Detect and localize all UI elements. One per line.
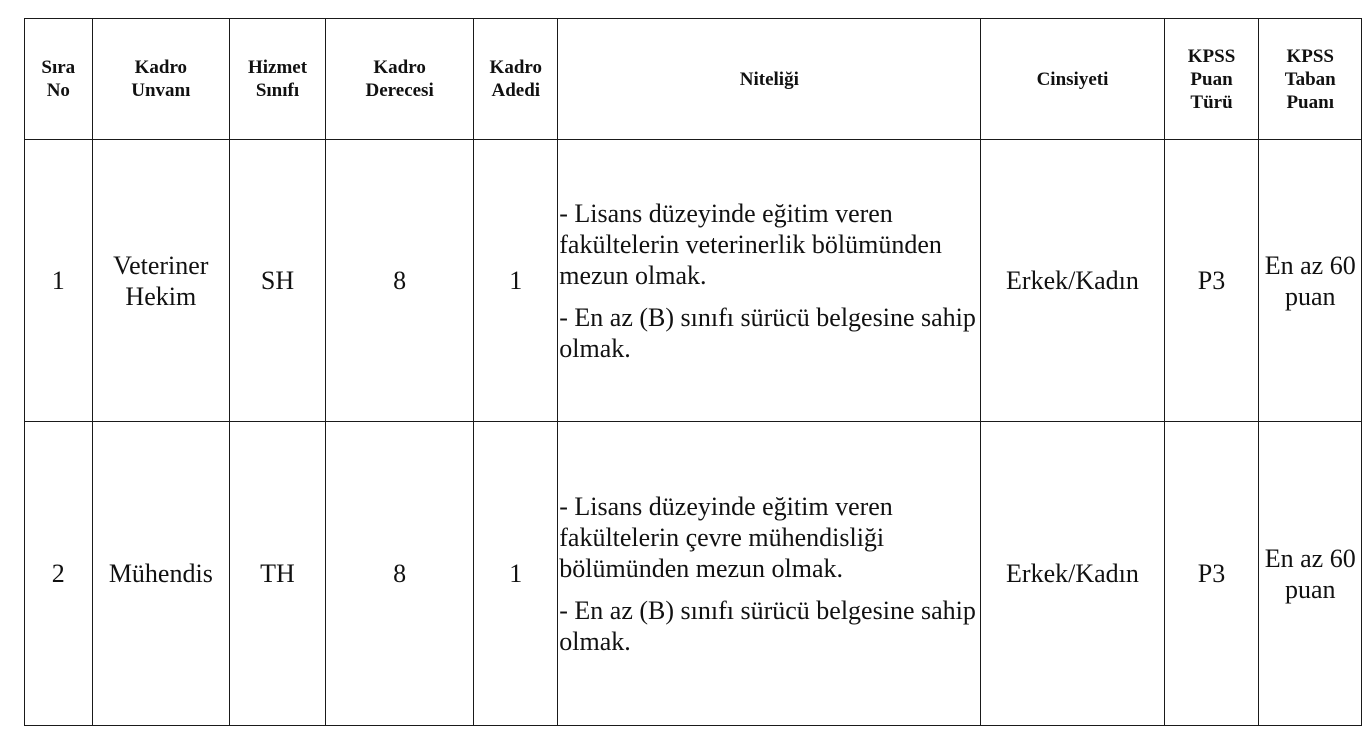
cell-cinsiyeti: Erkek/Kadın [981, 140, 1164, 422]
cell-kadro-derecesi: 8 [325, 140, 473, 422]
cell-line: Mühendis [108, 559, 213, 588]
header-kadro-adedi [474, 19, 558, 140]
cell-line: En az 60 [1264, 250, 1356, 280]
header-line: KPSS [1286, 45, 1334, 67]
cell-kpss-puan-turu: P3 [1164, 140, 1259, 422]
cell-kadro-adedi: 1 [474, 422, 558, 726]
header-cinsiyeti [981, 19, 1164, 140]
header-line: Puan [1190, 68, 1233, 90]
cell-kadro-adedi: 1 [474, 140, 558, 422]
cell-cinsiyeti: Erkek/Kadın [981, 422, 1164, 726]
header-sira-no [25, 19, 93, 140]
header-line: Kadro [489, 57, 542, 78]
cell-line: Veteriner [113, 250, 209, 280]
cell-hizmet-sinifi: SH [230, 140, 326, 422]
niteligi-item: - Lisans düzeyinde eğitim veren fakültelerin çevre mühendisliği bölümünden mezun olmak. [559, 491, 893, 583]
header-line: Taban [1284, 68, 1336, 90]
cell-sira-no: 1 [25, 140, 93, 422]
header-kpss-taban-puani [1259, 19, 1362, 140]
table-row [25, 422, 1362, 726]
kadro-table [24, 18, 1362, 726]
header-hizmet-sinifi [230, 19, 326, 140]
niteligi-item: - En az (B) sınıfı sürücü belgesine sahip olmak. [559, 302, 976, 363]
header-kpss-puan-turu [1164, 19, 1259, 140]
header-line: Hizmet [247, 57, 308, 78]
header-kadro-derecesi [325, 19, 473, 140]
cell-kpss-taban-puani [1259, 140, 1362, 422]
cell-line: puan [1284, 574, 1336, 604]
cell-sira-no: 2 [25, 422, 93, 726]
cell-line: Hekim [125, 281, 197, 311]
table-header [25, 19, 1362, 140]
niteligi-item: - En az (B) sınıfı sürücü belgesine sahip olmak. [559, 595, 976, 656]
header-line: Kadro [134, 57, 188, 78]
header-line: Sıra [41, 57, 76, 78]
header-row [25, 19, 1362, 140]
header-line: Cinsiyeti [1036, 68, 1109, 90]
cell-line: En az 60 [1264, 543, 1356, 573]
header-line: Puanı [1286, 91, 1334, 113]
header-line: Kadro [373, 57, 426, 78]
header-line: Unvanı [131, 80, 191, 101]
header-line: Türü [1190, 91, 1233, 113]
cell-kadro-derecesi: 8 [325, 422, 473, 726]
cell-line: puan [1284, 281, 1336, 311]
niteligi-item: - Lisans düzeyinde eğitim veren fakültelerin veterinerlik bölümünden mezun olmak. [559, 198, 942, 290]
cell-niteligi [558, 140, 981, 422]
table-row [25, 140, 1362, 422]
cell-kpss-taban-puani [1259, 422, 1362, 726]
cell-niteligi [558, 422, 981, 726]
header-line: Sınıfı [255, 80, 300, 101]
header-line: KPSS [1187, 45, 1236, 67]
header-kadro-unvani [92, 19, 229, 140]
cell-kadro-unvani [92, 422, 229, 726]
header-niteligi [558, 19, 981, 140]
cell-kpss-puan-turu: P3 [1164, 422, 1259, 726]
header-line: Niteliği [739, 68, 799, 90]
cell-kadro-unvani [92, 140, 229, 422]
cell-hizmet-sinifi: TH [230, 422, 326, 726]
header-line: No [46, 80, 70, 101]
header-line: Derecesi [365, 80, 434, 101]
header-line: Adedi [491, 80, 541, 101]
table-body [25, 140, 1362, 726]
